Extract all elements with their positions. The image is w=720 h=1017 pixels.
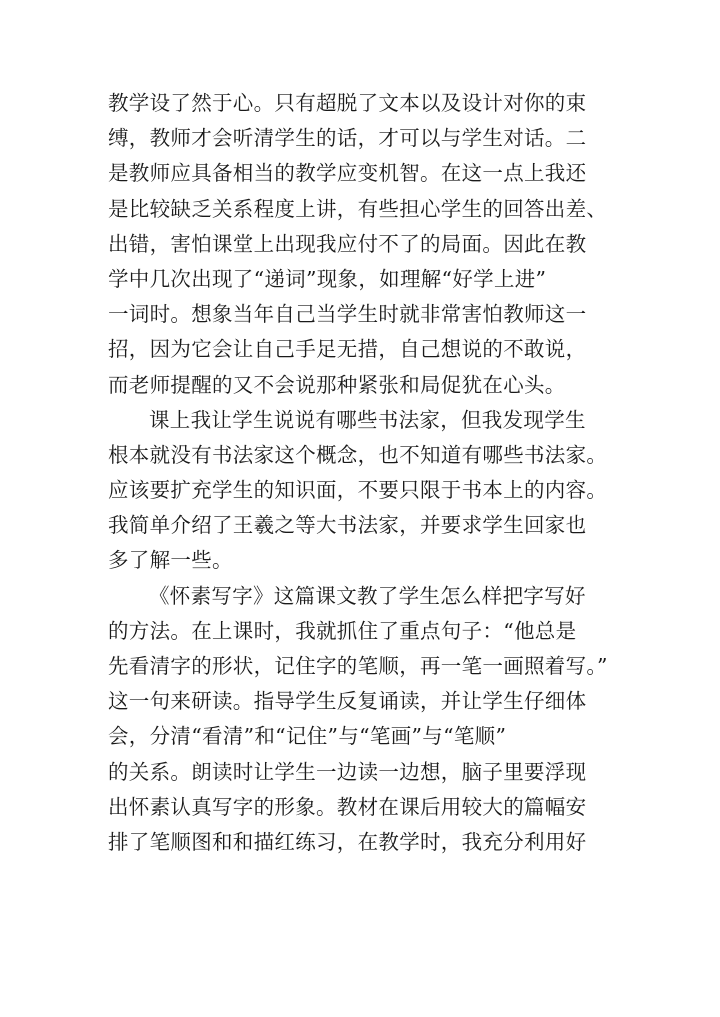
- text-line: 一词时。想象当年自己当学生时就非常害怕教师这一: [108, 302, 587, 327]
- text-line: 这一句来研读。指导学生反复诵读，并让学生仔细体: [108, 689, 587, 714]
- text-line: 多了解一些。: [108, 548, 233, 573]
- body-text: [108, 86, 608, 860]
- text-line: 我简单介绍了王羲之等大书法家，并要求学生回家也: [108, 513, 587, 538]
- text-line: 招，因为它会让自己手足无措，自己想说的不敢说，: [108, 337, 587, 362]
- text-line: 出怀素认真写字的形象。教材在课后用较大的篇幅安: [108, 794, 587, 819]
- paragraph-start-line: 《怀素写字》这篇课文教了学生怎么样把字写好: [149, 583, 586, 608]
- text-line: 而老师提醒的又不会说那种紧张和局促犹在心头。: [108, 372, 566, 397]
- text-line: 教学设了然于心。只有超脱了文本以及设计对你的束: [108, 91, 587, 115]
- text-line: 先看清字的形状，记住字的笔顺，再一笔一画照着写。”: [108, 654, 608, 678]
- text-line: 出错，害怕课堂上出现我应付不了的局面。因此在教: [108, 231, 587, 256]
- text-line: 是教师应具备相当的教学应变机智。在这一点上我还: [108, 161, 587, 186]
- paragraph-start-line: 课上我让学生说说有哪些书法家，但我发现学生: [149, 407, 586, 432]
- text-line: 根本就没有书法家这个概念，也不知道有哪些书法家。: [108, 442, 608, 467]
- text-line: 缚，教师才会听清学生的话，才可以与学生对话。二: [108, 126, 587, 151]
- text-line: 的关系。朗读时让学生一边读一边想，脑子里要浮现: [108, 759, 587, 784]
- text-line: 会，分清“看清”和“记住”与“笔画”与“笔顺”: [108, 724, 507, 749]
- text-line: 的方法。在上课时，我就抓住了重点句子：“他总是: [108, 618, 577, 643]
- text-line: 排了笔顺图和和描红练习，在教学时，我充分利用好: [108, 829, 587, 854]
- text-line: 是比较缺乏关系程度上讲，有些担心学生的回答出差、: [108, 196, 608, 221]
- text-line: 应该要扩充学生的知识面，不要只限于书本上的内容。: [108, 478, 608, 503]
- text-line: 学中几次出现了“递词”现象，如理解“好学上进”: [108, 266, 547, 291]
